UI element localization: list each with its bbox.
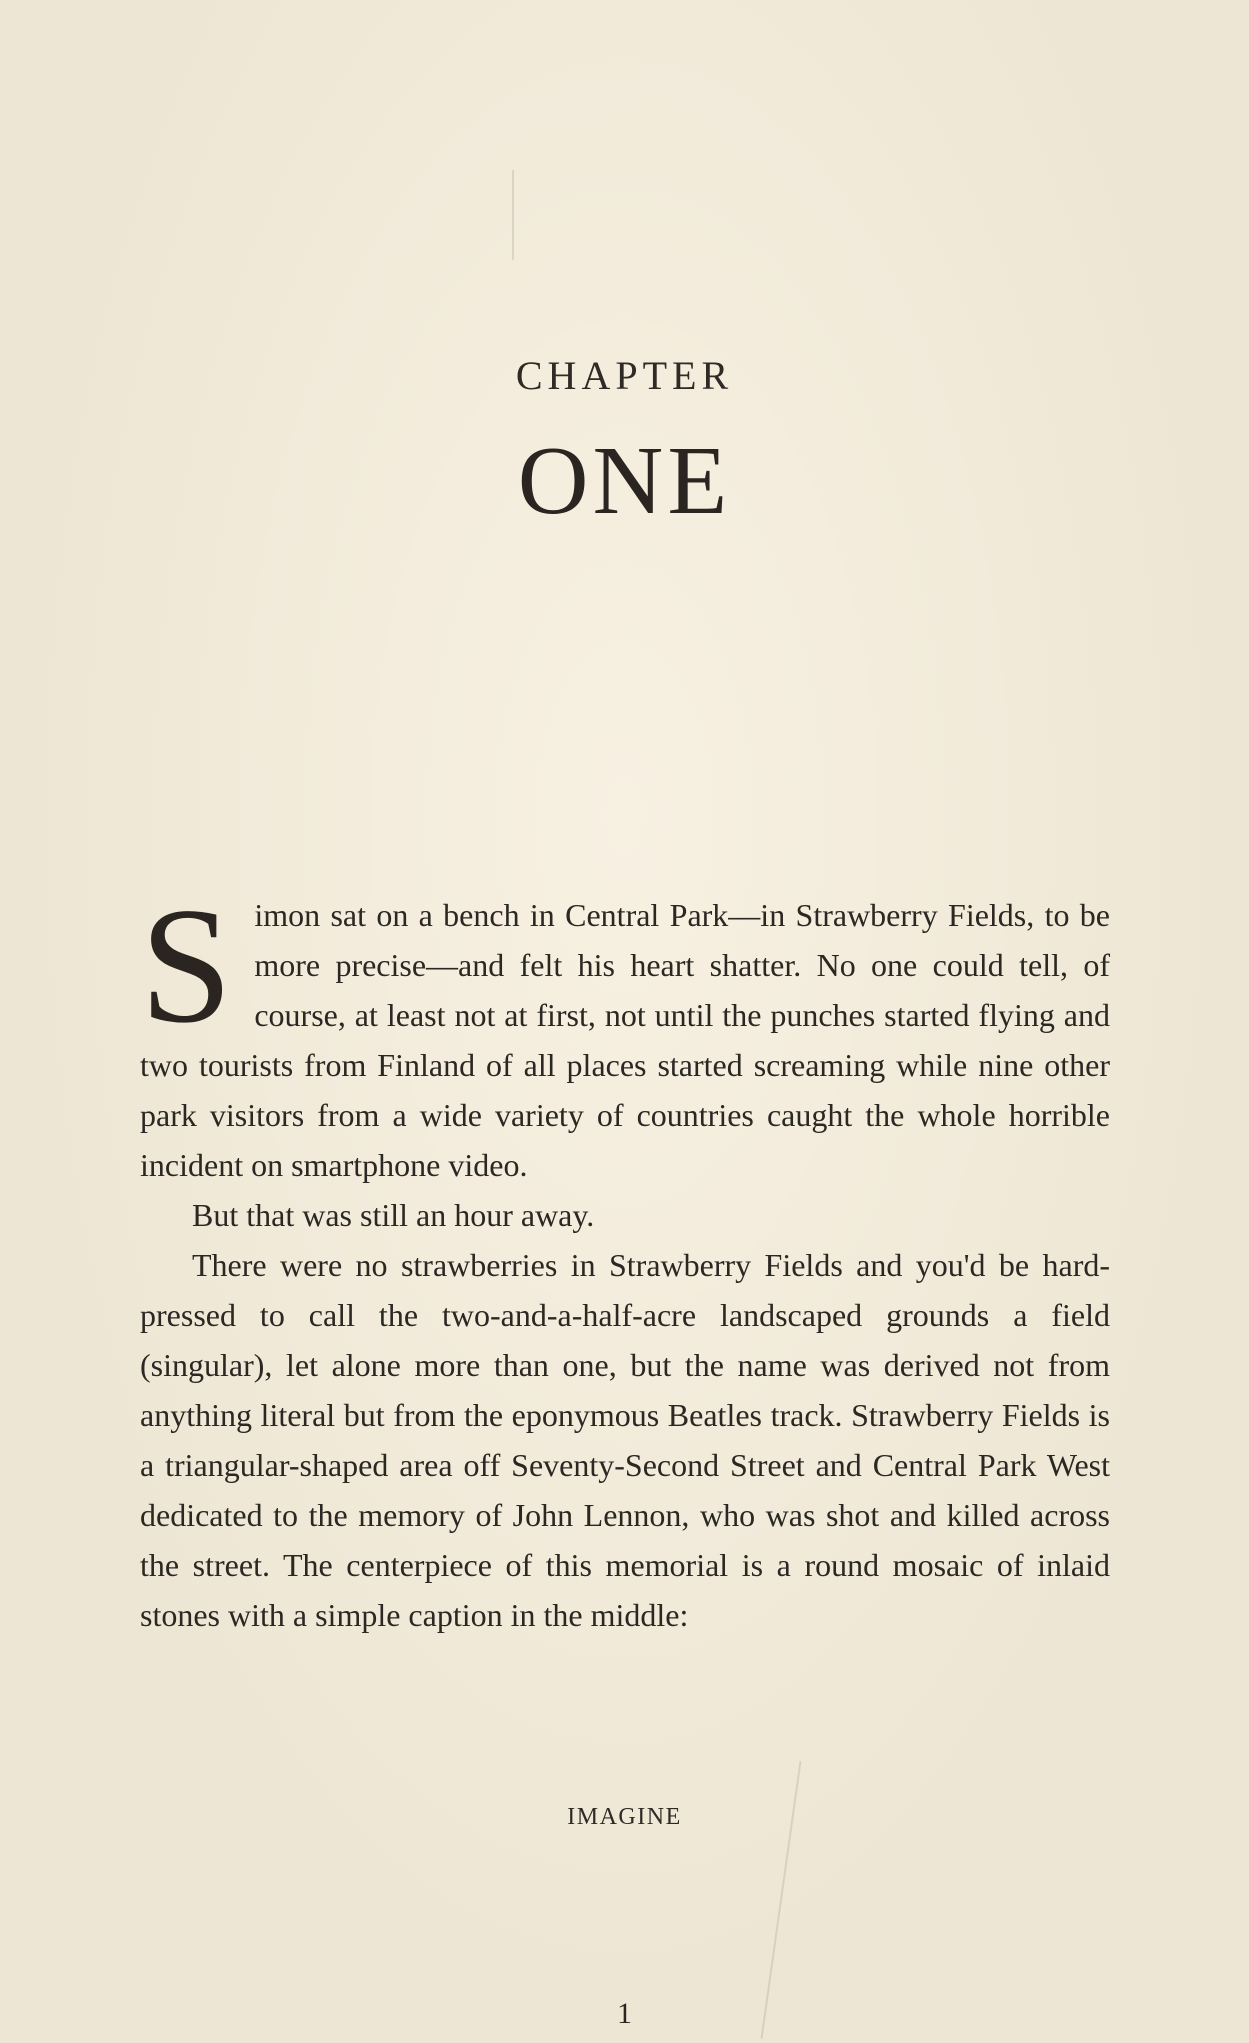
paragraph-1 xyxy=(140,873,1110,1190)
chapter-number: ONE xyxy=(517,427,732,535)
page-crease-top xyxy=(512,170,514,260)
chapter-label: CHAPTER xyxy=(515,353,734,398)
memorial-caption: IMAGINE xyxy=(567,1804,682,1830)
drop-cap: S xyxy=(140,873,233,1057)
chapter-body xyxy=(140,873,1110,1640)
paragraph-1-text: imon sat on a bench in Central Park—in Strawberry Fields, to be more precise—and felt his heart shatter. No one could tell, of course, at least not at first, not until the punches started flying and two tourists from Finland of all places started screaming while nine other park visitors from a wide variety of countries caught the whole horrible incident on smartphone video. xyxy=(140,897,1110,1183)
page-number: 1 xyxy=(617,1997,632,2030)
paragraph-3: There were no strawberries in Strawberry Fields and you'd be hard-pressed to call the two-and-a-half-acre landscaped grounds a field (singular), let alone more than one, but the name was derived not from anything literal but from the eponymous Beatles track. Strawberry Fields is a triangular-shaped area off Seventy-Second Street and Central Park West dedicated to the memory of John Lennon, who was shot and killed across the street. The centerpiece of this memorial is a round mosaic of inlaid stones with a simple caption in the middle: xyxy=(140,1247,1110,1633)
paragraph-2: But that was still an hour away. xyxy=(192,1197,595,1233)
